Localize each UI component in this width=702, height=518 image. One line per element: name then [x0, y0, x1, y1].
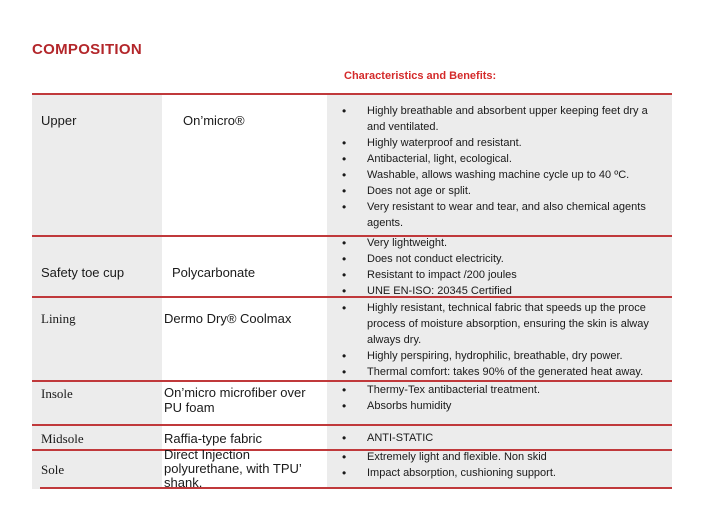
list-item: • Highly resistant, technical fabric that speeds up the proce — [337, 300, 672, 316]
list-item: • Very resistant to wear and tear, and also chemical agents — [337, 199, 672, 215]
table-rule-insole-bottom — [32, 424, 672, 426]
component-insole: Insole — [41, 386, 73, 401]
list-item-continuation: process of moisture absorption, ensuring the skin is alway — [367, 318, 649, 330]
table-rule-top — [32, 93, 672, 95]
list-item: • Washable, allows washing machine cycle up to 40 ºC. — [337, 167, 672, 183]
list-item-continuation: and ventilated. — [367, 121, 439, 133]
component-lining: Lining — [41, 311, 76, 326]
component-upper: Upper — [41, 113, 77, 128]
material-lining: Dermo Dry® Coolmax — [164, 311, 292, 326]
list-item: • Does not conduct electricity. — [337, 251, 672, 267]
material-upper: On’micro® — [183, 113, 245, 128]
list-item: • Extremely light and flexible. Non skid — [337, 449, 672, 465]
material-midsole: Raffia-type fabric — [164, 431, 263, 446]
component-sole: Sole — [41, 462, 65, 477]
list-item: • Thermal comfort: takes 90% of the generated heat away. — [337, 364, 672, 380]
list-item: • Absorbs humidity — [337, 398, 672, 414]
list-item-continuation: always dry. — [367, 334, 422, 346]
list-item: • Highly perspiring, hydrophilic, breathable, dry power. — [337, 348, 672, 364]
component-midsole: Midsole — [41, 431, 84, 446]
list-item: • UNE EN-ISO: 20345 Certified — [337, 283, 672, 299]
composition-table — [32, 93, 672, 489]
list-item-continuation: agents. — [367, 217, 404, 229]
list-item: • ANTI-STATIC — [337, 430, 672, 446]
list-item: • Highly waterproof and resistant. — [337, 135, 672, 151]
benefits-sole — [337, 449, 672, 483]
benefits-safety-toe-cup — [337, 235, 672, 296]
benefits-insole — [337, 382, 672, 422]
benefits-midsole — [337, 430, 672, 449]
material-sole: Direct Injection polyurethane, with TPU’ shank. — [164, 447, 302, 490]
component-column-bg — [32, 93, 162, 489]
component-safety-toe-cup: Safety toe cup — [41, 265, 125, 280]
material-safety-toe-cup: Polycarbonate — [172, 265, 256, 280]
list-item: • Impact absorption, cushioning support. — [337, 465, 672, 481]
benefits-upper — [337, 103, 672, 231]
list-item: • Antibacterial, light, ecological. — [337, 151, 672, 167]
list-item: • Thermy-Tex antibacterial treatment. — [337, 382, 672, 398]
list-item: • Highly breathable and absorbent upper keeping feet dry a — [337, 103, 672, 119]
section-title: COMPOSITION — [32, 41, 142, 58]
material-insole: On’micro microfiber over PU foam — [164, 385, 306, 415]
table-rule-bottom — [40, 487, 672, 489]
list-item: • Does not age or split. — [337, 183, 672, 199]
benefits-lining — [337, 300, 672, 380]
characteristics-heading: Characteristics and Benefits: — [344, 70, 497, 82]
list-item: • Very lightweight. — [337, 235, 672, 251]
list-item: • Resistant to impact /200 joules — [337, 267, 672, 283]
